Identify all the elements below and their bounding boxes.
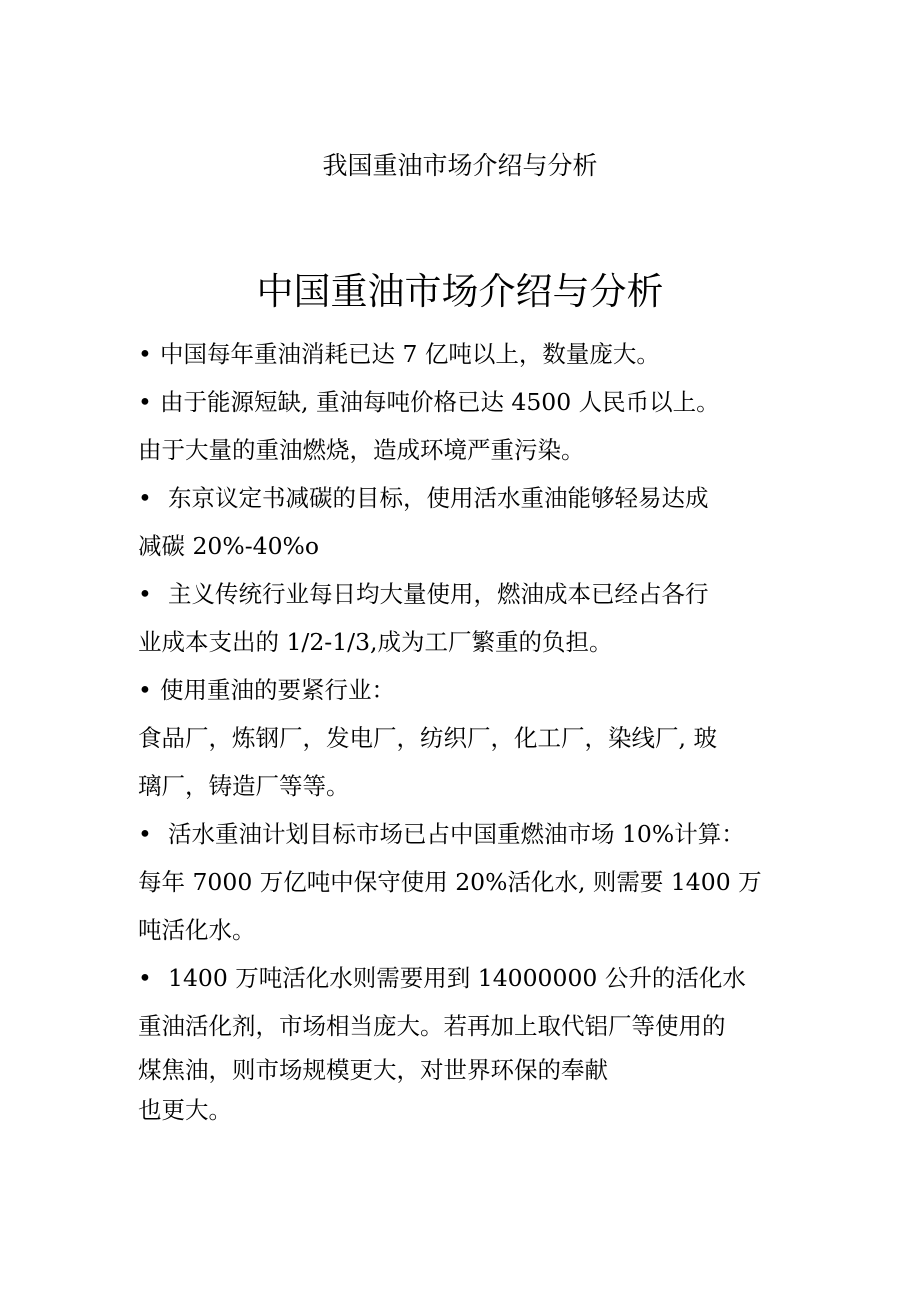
body-line [138,858,788,906]
body-line [138,1002,788,1050]
body-line [138,906,788,954]
line-text: 也更大。 [138,1096,232,1124]
line-text: 1400 万吨活化水则需要用到 14000000 公升的活化水 [168,964,746,992]
body-line [138,810,788,858]
body-line [138,714,788,762]
line-text: 东京议定书减碳的目标，使用活水重油能够轻易达成 [168,484,709,512]
bullet-icon: • [138,676,152,704]
body-line [138,1090,788,1130]
line-text: 重油活化剂，市场相当庞大。若再加上取代铝厂等使用的 [138,1012,726,1040]
body-line [138,474,788,522]
line-text: 中国每年重油消耗已达 7 亿吨以上，数量庞大。 [160,340,660,368]
body-line [138,762,788,810]
line-text: 由于大量的重油燃烧，造成环境严重污染。 [138,436,585,464]
body-line [138,570,788,618]
body-line [138,378,788,426]
body-line [138,1050,788,1090]
bullet-icon: • [138,820,152,848]
bullet-icon: • [138,484,152,512]
line-text: 每年 7000 万亿吨中保守使用 20%活化水, 则需要 1400 万 [138,868,762,896]
line-text: 活水重油计划目标市场已占中国重燃油市场 10%计算： [168,820,745,848]
line-text: 吨活化水。 [138,916,256,944]
bullet-icon: • [138,388,152,416]
body-line [138,426,788,474]
bullet-icon: • [138,340,152,368]
body-line [138,954,788,1002]
line-text: 使用重油的要紧行业： [160,676,395,704]
document-body [138,330,788,1130]
line-text: 减碳 20%-40%o [138,532,320,560]
line-text: 煤焦油，则市场规模更大，对世界环保的奉献 [138,1056,608,1084]
document-header-title: 我国重油市场介绍与分析 [322,151,598,180]
line-text: 主义传统行业每日均大量使用，燃油成本已经占各行 [168,580,709,608]
line-text: 食品厂，炼钢厂，发电厂，纺织厂，化工厂，染线厂, 玻 [138,724,717,752]
body-line [138,666,788,714]
bullet-icon: • [138,964,152,992]
bullet-icon: • [138,580,152,608]
body-line [138,522,788,570]
line-text: 由于能源短缺, 重油每吨价格已达 4500 人民币以上。 [160,388,720,416]
slide-title: 中国重油市场介绍与分析 [256,270,664,313]
line-text: 业成本支出的 1/2-1/3,成为工厂繁重的负担。 [138,628,613,656]
body-line [138,330,788,378]
line-text: 璃厂，铸造厂等等。 [138,772,350,800]
body-line [138,618,788,666]
